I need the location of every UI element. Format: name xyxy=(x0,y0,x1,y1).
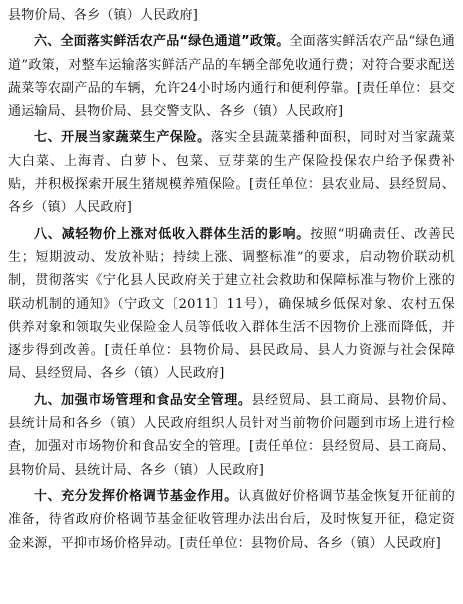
paragraph-continuation xyxy=(8,4,455,27)
paragraph-text: 全面落实鲜活农产品“绿色通道”政策，对整车运输落实鲜活产品的车辆全部免收通行费；对符合要求配送蔬菜等农副产品的车辆，允许24小时场内通行和便利停靠。[责任单位：县交通运输局、县物价局、县交警支队、各乡（镇）人民政府] xyxy=(8,34,455,120)
paragraph-text: 认真做好价格调节基金恢复开征前的准备，待省政府价格调节基金征收管理办法出台后，及时恢复开征，稳定资金来源，平抑市场价格异动。[责任单位：县物价局、各乡（镇）人民政府] xyxy=(8,488,455,551)
paragraph-text: 落实全县蔬菜播种面积，同时对当家蔬菜大白菜、上海青、白萝卜、包菜、豆芽菜的生产保险投保农户给予保费补贴，并积极探索开展生猪规模养殖保险。[责任单位：县农业局、县经贸局、各乡（镇）人民政府] xyxy=(8,130,455,216)
paragraph-text: 按照“明确责任、改善民生；短期波动、发放补贴；持续上涨、调整标准”的要求，启动物价联动机制，贯彻落实《宁化县人民政府关于建立社会救助和保障标准与物价上涨的联动机制的通知》（宁政文〔2011〕11号），确保城乡低保对象、农村五保供养对象和领取失业保险金人员等低收入群体生活不因物价上涨而降低，并逐步得到改善。[责任单位：县物价局、县民政局、县人力资源与社会保障局、县经贸局、各乡（镇）人民政府] xyxy=(8,226,455,382)
paragraph-heading: 八、减轻物价上涨对低收入群体生活的影响。 xyxy=(34,226,311,242)
paragraph-text: 县经贸局、县工商局、县物价局、县统计局和各乡（镇）人民政府组织人员针对当前物价问题到市场上进行检查，加强对市场物价和食品安全的管理。[责任单位：县经贸局、县工商局、县物价局、县统计局、各乡（镇）人民政府] xyxy=(8,392,455,478)
paragraph-item-7 xyxy=(8,126,455,219)
paragraph-heading: 七、开展当家蔬菜生产保险。 xyxy=(34,130,211,146)
paragraph-heading: 九、加强市场管理和食品安全管理。 xyxy=(34,392,252,408)
paragraph-item-9 xyxy=(8,389,455,482)
paragraph-item-8 xyxy=(8,223,455,386)
paragraph-heading: 六、全面落实鲜活农产品“绿色通道”政策。 xyxy=(34,34,290,50)
paragraph-item-6 xyxy=(8,30,455,123)
paragraph-heading: 十、充分发挥价格调节基金作用。 xyxy=(34,488,238,504)
paragraph-item-10 xyxy=(8,485,455,555)
paragraph-text: 县物价局、各乡（镇）人民政府] xyxy=(8,8,199,23)
